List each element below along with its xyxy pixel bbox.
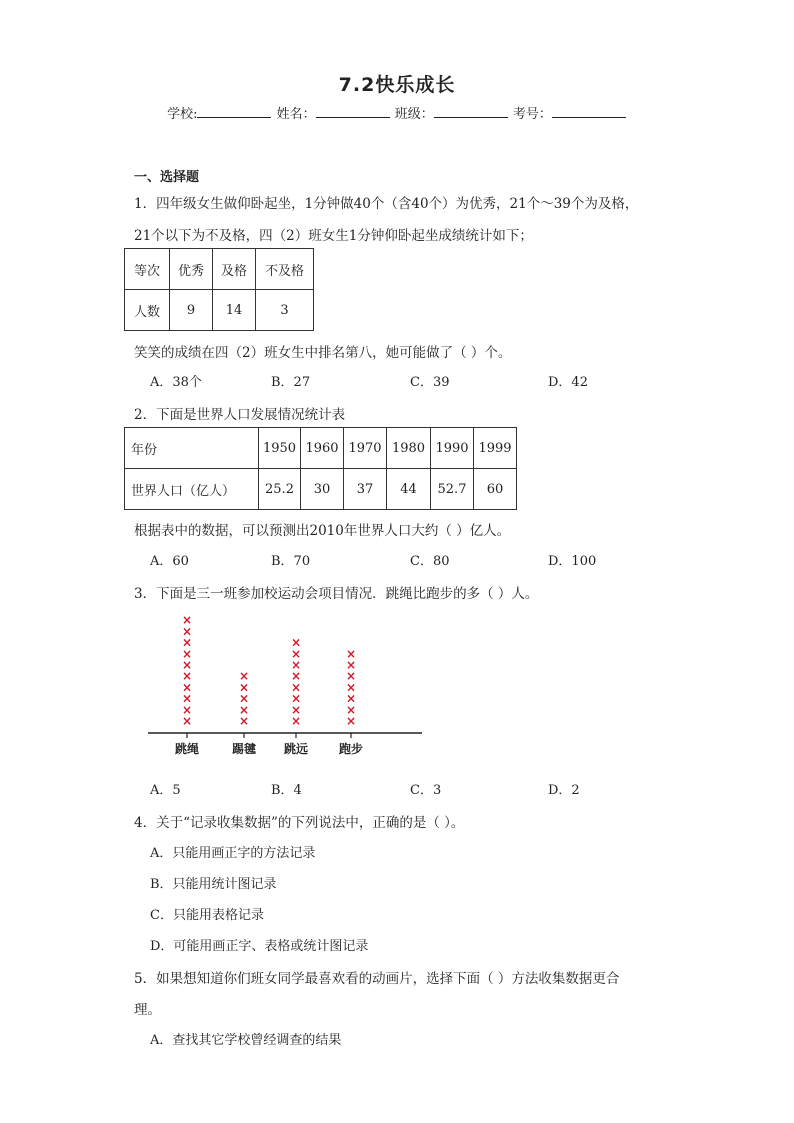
q1-table-cell: 及格 — [213, 249, 256, 290]
q1-table-cell: 9 — [170, 290, 213, 331]
chart-tally-mark: × — [181, 691, 193, 706]
q3-text-line1: 3．下面是三一班参加校运动会项目情况．跳绳比跑步的多（ ）人。 — [134, 586, 539, 602]
q2-table-cell: 年份 — [125, 428, 259, 469]
q2-table-cell: 1950 — [259, 428, 301, 469]
q2-table-cell: 37 — [344, 469, 387, 510]
exam-no-blank[interactable] — [552, 105, 626, 118]
q2-table-cell: 1980 — [387, 428, 431, 469]
chart-category-label: 踢毽 — [231, 742, 257, 756]
chart-tally-mark: × — [238, 702, 250, 717]
q1-table-cell: 人数 — [125, 290, 170, 331]
chart-tally-mark: × — [290, 635, 302, 650]
q2-text-line1: 2．下面是世界人口发展情况统计表 — [134, 407, 346, 423]
exam-no-label: 考号： — [512, 107, 552, 122]
student-info-line — [0, 103, 794, 122]
q2-table-cell: 1990 — [431, 428, 474, 469]
q2-table-cell: 1960 — [301, 428, 344, 469]
chart-tally-mark: × — [181, 669, 193, 684]
chart-tally-mark: × — [181, 714, 193, 728]
name-label: 姓名： — [276, 107, 316, 122]
chart-category-label: 跑步 — [338, 742, 364, 756]
chart-tally-mark: × — [345, 646, 357, 661]
chart-tally-mark: × — [290, 714, 302, 728]
chart-marks — [175, 613, 363, 756]
q3-option-d[interactable]: D．2 — [548, 783, 580, 798]
q1-option-d[interactable]: D．42 — [548, 375, 588, 390]
chart-tally-mark: × — [290, 669, 302, 684]
q2-table — [124, 427, 517, 510]
chart-tally-mark: × — [181, 624, 193, 639]
q1-table-cell: 不及格 — [256, 249, 314, 290]
chart-tally-mark: × — [345, 658, 357, 672]
chart-tally-mark: × — [181, 646, 193, 661]
section-heading: 一、选择题 — [134, 170, 200, 185]
chart-tally-mark: × — [345, 680, 357, 695]
q2-option-d[interactable]: D．100 — [548, 554, 597, 569]
q5-option-a[interactable]: A．查找其它学校曾经调查的结果 — [150, 1033, 342, 1048]
chart-tally-mark: × — [345, 669, 357, 684]
q4-option-c[interactable]: C．只能用表格记录 — [150, 908, 264, 923]
chart-tally-mark: × — [238, 669, 250, 684]
chart-tally-mark: × — [238, 680, 250, 695]
chart-tally-mark: × — [345, 691, 357, 706]
q1-text-line3: 笑笑的成绩在四（2）班女生中排名第八，她可能做了（ ）个。 — [134, 345, 512, 361]
q2-table-cell: 52.7 — [431, 469, 474, 510]
chart-tally-mark: × — [345, 714, 357, 728]
q3-tally-chart — [140, 602, 430, 762]
school-blank[interactable] — [197, 105, 271, 118]
chart-tally-mark: × — [238, 691, 250, 706]
chart-tally-mark: × — [290, 658, 302, 672]
chart-tally-mark: × — [181, 613, 193, 628]
chart-tally-mark: × — [290, 680, 302, 695]
q1-option-c[interactable]: C．39 — [410, 375, 450, 390]
chart-tally-mark: × — [238, 714, 250, 728]
class-label: 班级： — [394, 107, 434, 122]
q5-text-line1: 5．如果想知道你们班女同学最喜欢看的动画片，选择下面（ ）方法收集数据更合 — [134, 971, 620, 987]
q1-text-line1: 1．四年级女生做仰卧起坐，1分钟做40个（含40个）为优秀，21个～39个为及格， — [134, 196, 639, 212]
chart-tally-mark: × — [290, 646, 302, 661]
q1-table — [124, 248, 314, 331]
q4-option-a[interactable]: A．只能用画正字的方法记录 — [150, 846, 316, 861]
chart-tally-mark: × — [290, 702, 302, 717]
q1-table-cell: 等次 — [125, 249, 170, 290]
q2-option-c[interactable]: C．80 — [410, 554, 450, 569]
q1-text-line2: 21个以下为不及格，四（2）班女生1分钟仰卧起坐成绩统计如下； — [134, 228, 533, 244]
chart-tally-mark: × — [181, 702, 193, 717]
q1-option-b[interactable]: B．27 — [271, 375, 311, 390]
q2-table-cell: 60 — [474, 469, 517, 510]
q3-option-c[interactable]: C．3 — [410, 783, 442, 798]
q1-table-cell: 14 — [213, 290, 256, 331]
chart-tally-mark: × — [181, 680, 193, 695]
chart-tally-mark: × — [290, 691, 302, 706]
q5-text-line2: 理。 — [134, 1002, 161, 1018]
school-label: 学校: — [167, 107, 198, 122]
q3-option-a[interactable]: A．5 — [150, 783, 181, 798]
chart-tally-mark: × — [181, 658, 193, 672]
q4-text-line1: 4．关于“记录收集数据”的下列说法中，正确的是（ ）。 — [134, 815, 465, 831]
q2-table-cell: 世界人口（亿人） — [125, 469, 259, 510]
q2-text-line2: 根据表中的数据，可以预测出2010年世界人口大约（ ）亿人。 — [134, 523, 511, 539]
class-blank[interactable] — [434, 105, 508, 118]
q2-table-cell: 44 — [387, 469, 431, 510]
chart-category-label: 跳远 — [283, 742, 309, 756]
chart-category-label: 跳绳 — [174, 742, 200, 756]
q2-table-cell: 30 — [301, 469, 344, 510]
q1-table-cell: 3 — [256, 290, 314, 331]
q2-option-b[interactable]: B．70 — [271, 554, 311, 569]
q2-table-cell: 1999 — [474, 428, 517, 469]
q2-table-cell: 25.2 — [259, 469, 301, 510]
name-blank[interactable] — [316, 105, 390, 118]
q1-option-a[interactable]: A．38个 — [150, 375, 202, 390]
q2-table-cell: 1970 — [344, 428, 387, 469]
q3-option-b[interactable]: B．4 — [271, 783, 302, 798]
chart-tally-mark: × — [345, 702, 357, 717]
page-title: 7.2快乐成长 — [338, 74, 456, 96]
q4-option-d[interactable]: D．可能用画正字、表格或统计图记录 — [150, 939, 369, 954]
q1-table-cell: 优秀 — [170, 249, 213, 290]
q2-option-a[interactable]: A．60 — [150, 554, 189, 569]
chart-tally-mark: × — [181, 635, 193, 650]
q4-option-b[interactable]: B．只能用统计图记录 — [150, 877, 277, 892]
